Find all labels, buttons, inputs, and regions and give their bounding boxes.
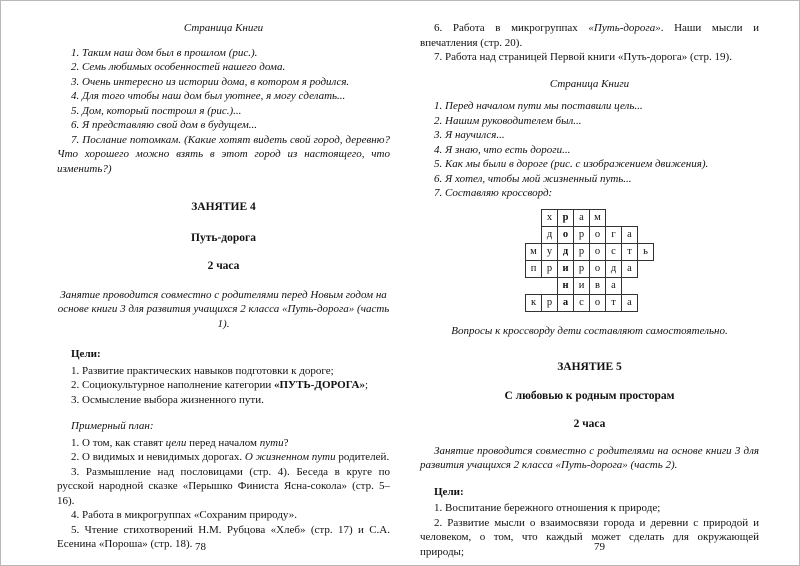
crossword-row (526, 294, 654, 311)
list-item: 3. Осмысление выбора жизненного пути. (71, 393, 264, 406)
text-segment: родителей. (335, 451, 390, 463)
lesson4-goals-label: Цели: (71, 348, 101, 360)
crossword-empty-cell (606, 209, 622, 226)
crossword-empty-cell (542, 277, 558, 294)
crossword-grid-body (526, 209, 654, 311)
crossword-cell: а (574, 209, 590, 226)
list-item: 1. Развитие практических навыков подготовки к дороге; (71, 364, 334, 377)
crossword-cell: р (542, 260, 558, 277)
crossword-cell: т (606, 294, 622, 311)
text-segment: 1. О том, как ставят (71, 436, 166, 449)
crossword-empty-cell (622, 209, 638, 226)
text-segment: . Наши мысли и впечатления (стр. 20). (420, 22, 760, 49)
list-item: 1. Перед началом пути мы поставили цель... (434, 100, 643, 112)
crossword-key-cell: р (558, 209, 574, 226)
crossword-row (526, 260, 654, 277)
crossword-row (526, 226, 654, 243)
crossword-cell: и (574, 277, 590, 294)
crossword-cell: р (574, 260, 590, 277)
crossword-empty-cell (638, 260, 654, 277)
text-segment: 6. Работа в микрогруппах (434, 22, 589, 34)
lesson4-title: ЗАНЯТИЕ 4 (191, 201, 256, 213)
crossword-empty-cell (526, 209, 542, 226)
lesson4-plan-list (57, 436, 390, 552)
crossword-empty-cell (638, 209, 654, 226)
list-item: 6. Я представляю свой дом в будущем... (71, 119, 258, 131)
book-page-heading: Страница Книги (549, 77, 630, 90)
lesson4-intro: Занятие проводится совместно с родителями перед Новым годом на основе книги 3 для развития учащихся 2 класса «Путь-дорога» (часть 1). (57, 288, 390, 330)
crossword-cell: а (622, 260, 638, 277)
book-page-heading: Страница Книги (183, 22, 264, 34)
list-item: 4. Для того чтобы наш дом был уютнее, я могу сделать... (71, 90, 346, 102)
book-page-list (420, 99, 759, 201)
crossword-cell: а (622, 294, 638, 311)
crossword-cell: м (590, 209, 606, 226)
list-item (57, 450, 390, 465)
text-segment: ; (364, 379, 369, 391)
lesson4-subtitle: Путь-дорога (191, 231, 256, 244)
lesson5-goals-label: Цели: (434, 485, 464, 498)
crossword-cell: х (542, 209, 558, 226)
crossword-empty-cell (622, 277, 638, 294)
crossword-cell: д (542, 226, 558, 243)
list-item: 3. Размышление над пословицами (стр. 4). Беседа в круге по русской народной сказке «Перышко Финиста Ясна-сокола» (стр. 5–16). (57, 465, 390, 507)
crossword-cell: с (606, 243, 622, 260)
list-item: 4. Работа в микрогруппах «Сохраним природу». (71, 509, 297, 521)
text-segment: 2. О видимых и невидимых дорогах. (71, 451, 245, 463)
crossword-key-cell: и (558, 260, 574, 277)
crossword-row (526, 243, 654, 260)
emphasized-text: цели (165, 436, 187, 449)
emphasized-text: «Путь-дорога» (588, 22, 661, 34)
crossword-empty-cell (638, 294, 654, 311)
crossword-cell: м (526, 243, 542, 260)
crossword-row (526, 209, 654, 226)
lesson5-duration: 2 часа (573, 418, 606, 430)
emphasized-text: пути (259, 436, 284, 449)
crossword-grid (525, 209, 654, 312)
list-item: 5. Как мы были в дороге (рис. с изображением движения). (434, 158, 709, 170)
lesson4-plan-continued-list (420, 21, 759, 65)
crossword-cell: о (590, 294, 606, 311)
list-item (57, 436, 390, 451)
crossword-key-cell: о (558, 226, 574, 243)
crossword-key-cell: н (558, 277, 574, 294)
crossword-row (526, 277, 654, 294)
text-segment: перед началом (186, 436, 260, 449)
crossword-empty-cell (526, 277, 542, 294)
crossword-empty-cell (526, 226, 542, 243)
book-page-list (57, 46, 390, 177)
crossword-cell: о (590, 260, 606, 277)
list-item: 7. Послание потомкам. (Какие хотят видеть свой город, деревню? Что хорошего можно взять в этот город из настоящего, что изменить?) (57, 133, 390, 175)
crossword-cell: д (606, 260, 622, 277)
crossword-cell: п (526, 260, 542, 277)
crossword-cell: т (622, 243, 638, 260)
list-item: 7. Работа над страницей Первой книги «Путь-дорога» (стр. 19). (434, 51, 732, 63)
lesson4-plan-label: Примерный план: (71, 420, 154, 432)
lesson4-duration: 2 часа (207, 260, 240, 272)
emphasized-text: «ПУТЬ-ДОРОГА» (273, 379, 365, 391)
list-item: 4. Я знаю, что есть дороги... (434, 143, 571, 156)
lesson4-goals-list (57, 364, 390, 408)
lesson5-intro: Занятие проводится совместно с родителями на основе книги 3 для развития учащихся 2 класса «Путь-дорога» (часть 2). (420, 444, 759, 471)
list-item: 2. Развитие мысли о взаимосвязи города и деревни с природой и человеком, о том, что каждый может сделать для окружающей природы; (420, 516, 759, 558)
page-number-right: 79 (594, 540, 605, 553)
crossword-cell: р (542, 294, 558, 311)
crossword-cell: к (526, 294, 542, 311)
crossword-key-cell: д (558, 243, 574, 260)
list-item: 1. Таким наш дом был в прошлом (рис.). (71, 46, 258, 59)
crossword-cell: а (622, 226, 638, 243)
crossword-cell: в (590, 277, 606, 294)
crossword-cell: о (590, 226, 606, 243)
page-78 (1, 1, 400, 565)
crossword-cell: ь (638, 243, 654, 260)
list-item: 3. Очень интересно из истории дома, в котором я родился. (71, 75, 350, 88)
list-item: 6. Я хотел, чтобы мой жизненный путь... (434, 172, 632, 185)
crossword-cell: о (590, 243, 606, 260)
text-segment: 2. Социокультурное наполнение категории (71, 379, 274, 391)
list-item: 5. Чтение стихотворений Н.М. Рубцова «Хлеб» (стр. 17) и С.А. Есенина «Пороша» (стр. 18). (57, 523, 390, 550)
list-item: 3. Я научился... (434, 129, 505, 141)
crossword-note: Вопросы к кроссворду дети составляют самостоятельно. (451, 324, 728, 337)
list-item: 7. Составляю кроссворд: (434, 187, 553, 199)
list-item (420, 21, 759, 50)
emphasized-text: О жизненном пути (244, 451, 336, 463)
page-79 (400, 1, 799, 565)
list-item: 1. Воспитание бережного отношения к природе; (434, 502, 661, 514)
list-item: 5. Дом, который построил я (рис.)... (71, 104, 242, 117)
crossword-cell: а (606, 277, 622, 294)
crossword-empty-cell (638, 277, 654, 294)
crossword-empty-cell (638, 226, 654, 243)
lesson5-title: ЗАНЯТИЕ 5 (557, 361, 622, 373)
crossword-cell: у (542, 243, 558, 260)
list-item: 2. Нашим руководителем был... (434, 114, 582, 127)
list-item: 2. Семь любимых особенностей нашего дома. (71, 61, 286, 73)
page-number-left: 78 (195, 540, 206, 553)
text-segment: ? (283, 436, 289, 449)
crossword-cell: р (574, 243, 590, 260)
crossword-key-cell: а (558, 294, 574, 311)
list-item (57, 378, 390, 393)
crossword-cell: с (574, 294, 590, 311)
lesson5-subtitle: С любовью к родным просторам (504, 389, 675, 402)
crossword-cell: г (606, 226, 622, 243)
crossword-cell: р (574, 226, 590, 243)
